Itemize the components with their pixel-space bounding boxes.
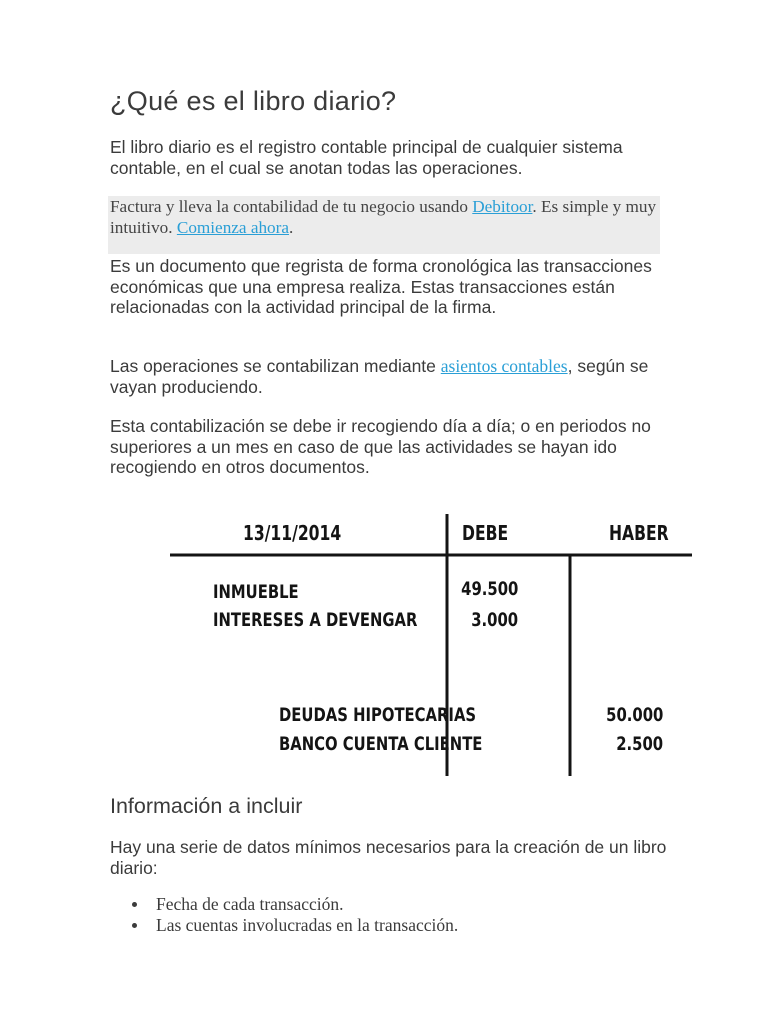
credit-account-1: DEUDAS HIPOTECARIAS — [279, 704, 477, 726]
paragraph-operations — [110, 356, 670, 397]
promo-text — [108, 196, 660, 238]
page-title: ¿Qué es el libro diario? — [110, 86, 397, 116]
journal-debe-header: DEBE — [462, 521, 509, 545]
promo-text-before: Factura y lleva la contabilidad de tu negocio usando — [110, 197, 473, 216]
bullet-icon — [132, 902, 137, 907]
debit-amount-2: 3.000 — [471, 609, 518, 631]
list-item-text: Las cuentas involucradas en la transacción. — [156, 915, 459, 935]
section-title: Información a incluir — [110, 794, 303, 818]
intro-paragraph: El libro diario es el registro contable principal de cualquier sistema contable, en el cual se anotan todas las operaciones. — [110, 137, 623, 178]
para3-after: , según se vayan produciendo. — [110, 356, 649, 397]
credit-account-2: BANCO CUENTA CLIENTE — [279, 733, 483, 755]
credit-amount-2: 2.500 — [616, 733, 663, 755]
promo-text-after: . — [289, 218, 294, 237]
journal-date: 13/11/2014 — [243, 521, 342, 545]
bullet-icon — [132, 923, 137, 928]
para3-before: Las operaciones se contabilizan mediante — [110, 356, 441, 376]
journal-entry-figure — [0, 500, 768, 790]
debit-amount-1: 49.500 — [460, 578, 518, 600]
comienza-ahora-link[interactable]: Comienza ahora — [176, 218, 290, 237]
paragraph-frequency: Esta contabilización se debe ir recogiendo día a día; o en periodos no superiores a un mes en caso de que las actividades se hayan ido recogiendo en otros documentos. — [110, 416, 651, 477]
credit-amount-1: 50.000 — [605, 704, 663, 726]
requirements-list — [130, 894, 458, 936]
debit-account-1: INMUEBLE — [213, 581, 299, 603]
journal-haber-header: HABER — [609, 521, 669, 545]
list-item-text: Fecha de cada transacción. — [156, 894, 344, 914]
debit-account-2: INTERESES A DEVENGAR — [213, 609, 418, 631]
debitoor-link[interactable]: Debitoor — [472, 197, 533, 216]
promo-box — [108, 196, 660, 254]
paragraph-definition: Es un documento que regrista de forma cronológica las transacciones económicas que una empresa realiza. Estas transacciones están relacionadas con la actividad principal de la firma. — [110, 256, 652, 317]
list-item — [130, 894, 458, 915]
section-intro: Hay una serie de datos mínimos necesarios para la creación de un libro diario: — [110, 837, 667, 878]
list-item — [130, 915, 458, 936]
promo-text-middle: . Es simple y muy intuitivo. — [110, 197, 657, 237]
asientos-contables-link[interactable]: asientos contables — [440, 356, 568, 376]
